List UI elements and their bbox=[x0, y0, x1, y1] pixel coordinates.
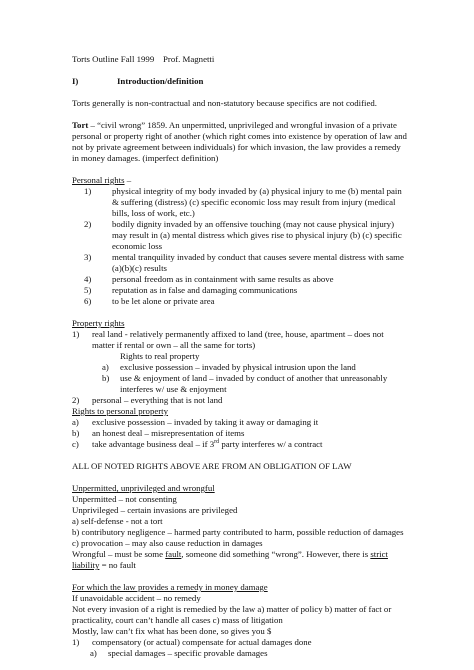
list-number: 6) bbox=[84, 296, 92, 306]
list-text: exclusive possession – invaded by taking it away or damaging it bbox=[92, 417, 319, 427]
list-number: c) bbox=[72, 439, 79, 449]
list-number: a) bbox=[90, 648, 97, 658]
list-text: to be let alone or private area bbox=[112, 296, 215, 306]
list-item bbox=[72, 274, 407, 285]
list-item bbox=[72, 373, 407, 395]
list-item bbox=[72, 296, 407, 307]
caps-statement: ALL OF NOTED RIGHTS ABOVE ARE FROM AN OBLIGATION OF LAW bbox=[72, 461, 352, 471]
text-fragment: Wrongful – must be some bbox=[72, 549, 166, 559]
unpermitted-heading: Unpermitted, unprivileged and wrongful bbox=[72, 483, 215, 493]
list-number: 2) bbox=[84, 219, 92, 229]
list-item bbox=[72, 186, 407, 219]
text-fragment: = no fault bbox=[99, 560, 136, 570]
personal-rights-heading bbox=[72, 175, 407, 186]
text-fragment: take advantage business deal – if 3 bbox=[92, 439, 215, 449]
list-number: a) bbox=[72, 417, 79, 427]
personal-rights-dash: – bbox=[124, 175, 132, 185]
list-number: 1) bbox=[72, 637, 80, 647]
list-number: 5) bbox=[84, 285, 92, 295]
list-text: compensatory (or actual) compensate for actual damages done bbox=[92, 637, 312, 647]
list-item bbox=[72, 428, 407, 439]
text-line: Not every invasion of a right is remedied by the law a) matter of policy b) matter of fact or practicality, court can’t handle all cases c) mass of litigation bbox=[72, 604, 392, 625]
superscript: rd bbox=[214, 439, 220, 446]
list-text: mental tranquility invaded by conduct that causes severe mental distress with same (a)(b)(c) results bbox=[112, 252, 404, 273]
outline-title: Torts Outline Fall 1999 Prof. Magnetti bbox=[72, 54, 215, 64]
list-number: 3) bbox=[84, 252, 92, 262]
list-text: real land - relatively permanently affixed to land (tree, house, apartment – does not matter if rental or own – all the same for torts) bbox=[92, 329, 384, 350]
text-line: a) self-defense - not a tort bbox=[72, 516, 163, 526]
list-number: 4) bbox=[84, 274, 92, 284]
tort-definition-text: – “civil wrong” 1859. An unpermitted, unprivileged and wrongful invasion of a private personal or property right of another (which right comes into existence by operation of law and not by private agreement between individuals) for which invasion, the law provides a remedy in money damages. (imperfect definition) bbox=[72, 120, 407, 163]
section-heading bbox=[72, 76, 407, 87]
document-body bbox=[72, 54, 407, 659]
text-line: Unpermitted – not consenting bbox=[72, 494, 177, 504]
personal-property-rights-label: Rights to personal property bbox=[72, 406, 169, 416]
intro-paragraph: Torts generally is non-contractual and non-statutory because specifics are not codified. bbox=[72, 98, 377, 108]
list-text: bodily dignity invaded by an offensive touching (may not cause physical injury) may result in (a) mental distress which gives rise to physical injury (b) (c) specific economic loss bbox=[112, 219, 402, 251]
list-text: personal freedom as in containment with same results as above bbox=[112, 274, 334, 284]
list-text: personal – everything that is not land bbox=[92, 395, 223, 405]
list-item bbox=[72, 362, 407, 373]
list-item bbox=[72, 329, 407, 351]
list-number: b) bbox=[102, 373, 110, 383]
text-line: b) contributory negligence – harmed party contributed to harm, possible reduction of damages bbox=[72, 527, 404, 537]
list-text: an honest deal – misrepresentation of items bbox=[92, 428, 245, 438]
list-item bbox=[72, 637, 407, 648]
section-number: I) bbox=[72, 76, 79, 86]
list-item bbox=[72, 219, 407, 252]
property-rights-heading: Property rights bbox=[72, 318, 125, 328]
list-text: exclusive possession – invaded by physical intrusion upon the land bbox=[120, 362, 356, 372]
fault-term: fault bbox=[165, 549, 182, 559]
list-text: physical integrity of my body invaded by (a) physical injury to me (b) mental pain & suffering (distress) (c) specific economic loss may result from injury (medical bills, loss of work, etc.) bbox=[112, 186, 402, 218]
list-number: 1) bbox=[72, 329, 80, 339]
list-text: use & enjoyment of land – invaded by conduct of another that unreasonably interferes w/ use & enjoyment bbox=[120, 373, 388, 394]
text-line: Mostly, law can’t fix what has been done, so gives you $ bbox=[72, 626, 272, 636]
list-number: 2) bbox=[72, 395, 80, 405]
text-line: If unavoidable accident – no remedy bbox=[72, 593, 201, 603]
text-line: c) provocation – may also cause reduction in damages bbox=[72, 538, 263, 548]
list-text: special damages – specific provable damages bbox=[108, 648, 268, 658]
list-item bbox=[72, 439, 407, 450]
list-item bbox=[72, 395, 407, 406]
remedy-heading: For which the law provides a remedy in money damage bbox=[72, 582, 268, 592]
text-fragment: , someone did something “wrong”. However, there is bbox=[181, 549, 371, 559]
real-property-rights-label: Rights to real property bbox=[120, 351, 200, 361]
list-item bbox=[72, 285, 407, 296]
list-text bbox=[92, 439, 407, 450]
tort-definition bbox=[72, 120, 407, 164]
wrongful-line bbox=[72, 549, 407, 571]
list-item bbox=[72, 252, 407, 274]
list-number: a) bbox=[102, 362, 109, 372]
list-number: 1) bbox=[84, 186, 92, 196]
list-item bbox=[72, 417, 407, 428]
list-number: b) bbox=[72, 428, 80, 438]
personal-rights-label: Personal rights bbox=[72, 175, 125, 185]
strict-liability-term: strict liability bbox=[72, 549, 388, 570]
tort-term: Tort bbox=[72, 120, 89, 130]
list-item bbox=[72, 648, 407, 659]
text-line: Unprivileged – certain invasions are privileged bbox=[72, 505, 238, 515]
list-text: reputation as in false and damaging communications bbox=[112, 285, 298, 295]
text-fragment: party interferes w/ a contract bbox=[219, 439, 323, 449]
section-title: Introduction/definition bbox=[117, 76, 204, 86]
